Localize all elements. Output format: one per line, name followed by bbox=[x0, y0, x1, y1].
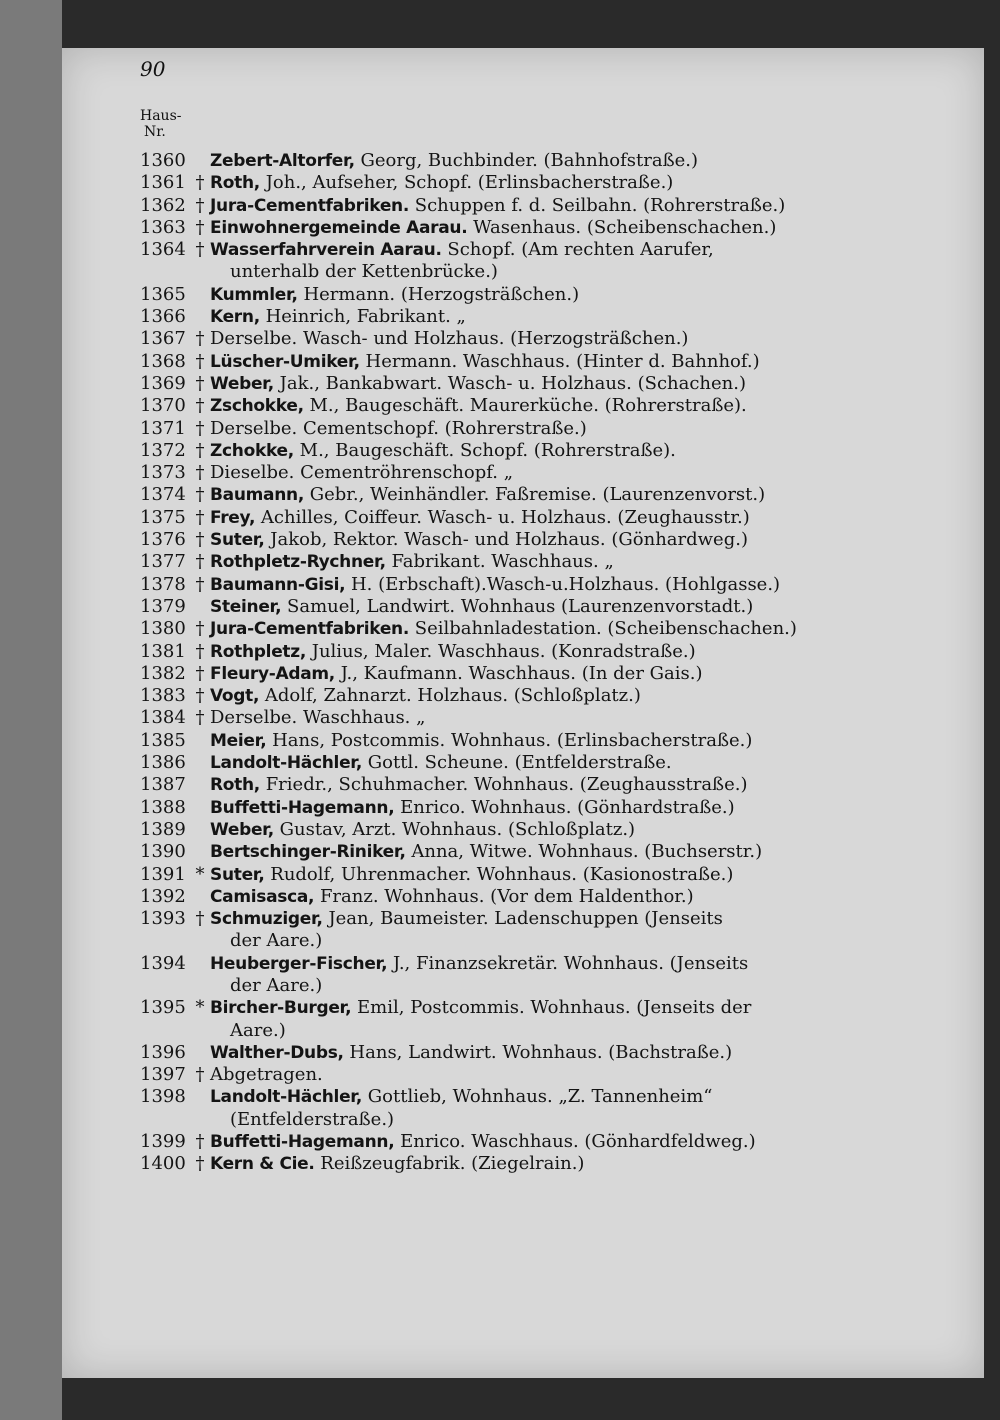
owner-name: Wasserfahrverein Aarau. bbox=[210, 240, 442, 261]
entry-description: Georg, Buchbinder. (Bahnhofstraße.) bbox=[354, 150, 699, 171]
entry-row bbox=[140, 641, 808, 663]
entry-row bbox=[140, 351, 808, 373]
owner-name: Vogt, bbox=[210, 686, 260, 707]
owner-name: Jura-Cementfabriken. bbox=[210, 619, 410, 640]
house-number: 1387 bbox=[140, 774, 186, 796]
entry-description: Hans, Postcommis. Wohnhaus. (Erlinsbacherstraße.) bbox=[266, 729, 753, 751]
house-number: 1383 bbox=[140, 685, 186, 707]
owner-name: Bertschinger-Riniker, bbox=[210, 842, 406, 863]
entry-mark: † bbox=[195, 618, 205, 640]
entry-description: Jak., Bankabwart. Wasch- u. Holzhaus. (Schachen.) bbox=[273, 372, 747, 394]
entry-row bbox=[140, 685, 808, 707]
entry-mark: † bbox=[195, 194, 205, 216]
entry-description: Enrico. Waschhaus. (Gönhardfeldweg.) bbox=[394, 1131, 756, 1153]
entry-description: Jean, Baumeister. Ladenschuppen (Jenseits bbox=[322, 908, 723, 930]
house-number: 1391 bbox=[140, 863, 186, 885]
column-header-line: Haus- bbox=[140, 108, 182, 124]
house-number: 1384 bbox=[140, 707, 186, 729]
entry-description: Derselbe. Wasch- und Holzhaus. (Herzogsträßchen.) bbox=[210, 328, 689, 350]
house-number: 1398 bbox=[140, 1086, 186, 1108]
entry-mark: † bbox=[195, 439, 205, 461]
house-number: 1376 bbox=[140, 529, 186, 551]
owner-name: Weber, bbox=[210, 819, 274, 840]
owner-name: Weber, bbox=[210, 373, 274, 394]
entry-mark: † bbox=[195, 685, 205, 707]
entry-description: Reißzeugfabrik. (Ziegelrain.) bbox=[314, 1153, 585, 1175]
owner-name: Rothpletz, bbox=[210, 641, 307, 662]
house-number: 1365 bbox=[140, 283, 186, 305]
owner-name: Zebert-Altorfer, bbox=[210, 151, 355, 171]
owner-name: Einwohnergemeinde Aarau. bbox=[210, 217, 468, 238]
entry-mark: † bbox=[195, 462, 205, 484]
entry-description: Heinrich, Fabrikant. „ bbox=[259, 306, 466, 328]
entry-row bbox=[140, 1086, 808, 1131]
entry-mark: † bbox=[195, 239, 205, 261]
owner-name: Walther-Dubs, bbox=[210, 1042, 344, 1063]
entry-continuation: (Entfelderstraße.) bbox=[230, 1108, 395, 1130]
entry-description: Gottl. Scheune. (Entfelderstraße. bbox=[362, 752, 672, 774]
entry-continuation: der Aare.) bbox=[230, 930, 323, 952]
entry-description: Hermann. Waschhaus. (Hinter d. Bahnhof.) bbox=[359, 350, 760, 372]
owner-name: Landolt-Hächler, bbox=[210, 753, 363, 774]
entry-mark: † bbox=[195, 1153, 205, 1175]
entry-continuation: unterhalb der Kettenbrücke.) bbox=[230, 261, 498, 283]
entry-row bbox=[140, 797, 808, 819]
house-number: 1400 bbox=[140, 1153, 186, 1175]
entry-row bbox=[140, 574, 808, 596]
entry-description: Rudolf, Uhrenmacher. Wohnhaus. (Kasionostraße.) bbox=[264, 863, 734, 885]
owner-name: Baumann-Gisi, bbox=[210, 574, 346, 595]
entry-description: Julius, Maler. Waschhaus. (Konradstraße.) bbox=[306, 640, 696, 662]
entry-row bbox=[140, 462, 808, 484]
entry-description: J., Kaufmann. Waschhaus. (In der Gais.) bbox=[334, 662, 703, 684]
entry-row bbox=[140, 953, 808, 998]
owner-name: Steiner, bbox=[210, 596, 282, 617]
entry-mark: † bbox=[195, 372, 205, 394]
entry-mark: † bbox=[195, 172, 205, 194]
column-header-line: Nr. bbox=[144, 124, 166, 140]
house-number: 1385 bbox=[140, 729, 186, 751]
entry-mark: † bbox=[195, 551, 205, 573]
owner-name: Suter, bbox=[210, 864, 265, 885]
entry-row bbox=[140, 529, 808, 551]
entry-mark: * bbox=[195, 997, 205, 1019]
entry-description: Derselbe. Waschhaus. „ bbox=[210, 707, 426, 729]
owner-name: Rothpletz-Rychner, bbox=[210, 552, 386, 573]
entry-mark: † bbox=[195, 1064, 205, 1086]
owner-name: Zchokke, bbox=[210, 440, 294, 461]
owner-name: Meier, bbox=[210, 730, 267, 751]
entry-description: Gustav, Arzt. Wohnhaus. (Schloßplatz.) bbox=[273, 818, 636, 840]
entry-description: Abgetragen. bbox=[210, 1064, 323, 1086]
entry-description: Hermann. (Herzogsträßchen.) bbox=[297, 283, 580, 305]
entry-row bbox=[140, 551, 808, 573]
entry-description: Franz. Wohnhaus. (Vor dem Haldenthor.) bbox=[314, 885, 694, 907]
owner-name: Kern, bbox=[210, 307, 260, 328]
entry-row bbox=[140, 1131, 808, 1153]
entry-row bbox=[140, 150, 808, 172]
house-number: 1369 bbox=[140, 372, 186, 394]
entry-description: Dieselbe. Cementröhrenschopf. „ bbox=[210, 462, 514, 484]
house-number: 1394 bbox=[140, 952, 186, 974]
owner-name: Jura-Cementfabriken. bbox=[210, 195, 410, 216]
entry-description: Seilbahnladestation. (Scheibenschachen.) bbox=[409, 618, 797, 640]
entry-description: Gottlieb, Wohnhaus. „Z. Tannenheim“ bbox=[362, 1086, 713, 1108]
entry-mark: † bbox=[195, 908, 205, 930]
entry-description: M., Baugeschäft. Schopf. (Rohrerstraße). bbox=[293, 439, 676, 461]
entry-description: Jakob, Rektor. Wasch- und Holzhaus. (Gönhardweg.) bbox=[264, 529, 748, 551]
entry-description: Friedr., Schuhmacher. Wohnhaus. (Zeughausstraße.) bbox=[259, 774, 748, 796]
entry-list bbox=[140, 150, 808, 1176]
entry-row bbox=[140, 440, 808, 462]
owner-name: Landolt-Hächler, bbox=[210, 1087, 363, 1108]
entry-description: H. (Erbschaft).Wasch-u.Holzhaus. (Hohlgasse.) bbox=[345, 573, 781, 595]
entry-mark: † bbox=[195, 417, 205, 439]
entry-row bbox=[140, 284, 808, 306]
entry-description: Enrico. Wohnhaus. (Gönhardstraße.) bbox=[394, 796, 735, 818]
entry-row bbox=[140, 418, 808, 440]
entry-row bbox=[140, 886, 808, 908]
house-number: 1362 bbox=[140, 194, 186, 216]
house-number: 1381 bbox=[140, 640, 186, 662]
page-number: 90 bbox=[140, 57, 166, 81]
entry-row bbox=[140, 774, 808, 796]
house-number: 1377 bbox=[140, 551, 186, 573]
entry-description: M., Baugeschäft. Maurerküche. (Rohrerstraße). bbox=[303, 395, 747, 417]
column-header bbox=[140, 108, 182, 140]
house-number: 1378 bbox=[140, 573, 186, 595]
entry-row bbox=[140, 997, 808, 1042]
entry-mark: * bbox=[195, 863, 205, 885]
owner-name: Schmuziger, bbox=[210, 909, 323, 930]
entry-row bbox=[140, 328, 808, 350]
house-number: 1361 bbox=[140, 172, 186, 194]
entry-mark: † bbox=[195, 573, 205, 595]
entry-mark: † bbox=[195, 529, 205, 551]
scan-edge bbox=[0, 0, 62, 1420]
entry-mark: † bbox=[195, 395, 205, 417]
entry-description: Schuppen f. d. Seilbahn. (Rohrerstraße.) bbox=[409, 194, 786, 216]
entry-row bbox=[140, 730, 808, 752]
owner-name: Lüscher-Umiker, bbox=[210, 351, 360, 372]
entry-row bbox=[140, 618, 808, 640]
owner-name: Bircher-Burger, bbox=[210, 998, 352, 1019]
entry-description: Hans, Landwirt. Wohnhaus. (Bachstraße.) bbox=[343, 1041, 733, 1063]
entry-description: Derselbe. Cementschopf. (Rohrerstraße.) bbox=[210, 417, 587, 439]
owner-name: Frey, bbox=[210, 507, 256, 528]
entry-row bbox=[140, 864, 808, 886]
house-number: 1360 bbox=[140, 150, 186, 171]
entry-mark: † bbox=[195, 707, 205, 729]
entry-description: Wasenhaus. (Scheibenschachen.) bbox=[467, 216, 777, 238]
house-number: 1372 bbox=[140, 439, 186, 461]
entry-row bbox=[140, 752, 808, 774]
entry-row bbox=[140, 663, 808, 685]
owner-name: Roth, bbox=[210, 775, 260, 796]
entry-row bbox=[140, 1153, 808, 1175]
owner-name: Suter, bbox=[210, 530, 265, 551]
entry-row bbox=[140, 596, 808, 618]
owner-name: Buffetti-Hagemann, bbox=[210, 797, 395, 818]
entry-row bbox=[140, 1042, 808, 1064]
entry-description: J., Finanzsekretär. Wohnhaus. (Jenseits bbox=[387, 952, 749, 974]
entry-description: Emil, Postcommis. Wohnhaus. (Jenseits der bbox=[351, 997, 752, 1019]
entry-row bbox=[140, 484, 808, 506]
entry-row bbox=[140, 172, 808, 194]
owner-name: Kern & Cie. bbox=[210, 1154, 315, 1175]
house-number: 1374 bbox=[140, 484, 186, 506]
house-number: 1382 bbox=[140, 662, 186, 684]
owner-name: Heuberger-Fischer, bbox=[210, 953, 388, 974]
entry-row bbox=[140, 908, 808, 953]
entry-mark: † bbox=[195, 484, 205, 506]
house-number: 1370 bbox=[140, 395, 186, 417]
house-number: 1373 bbox=[140, 462, 186, 484]
house-number: 1397 bbox=[140, 1064, 186, 1086]
entry-mark: † bbox=[195, 1131, 205, 1153]
owner-name: Zschokke, bbox=[210, 396, 304, 417]
entry-description: Schopf. (Am rechten Aarufer, bbox=[441, 239, 714, 261]
house-number: 1399 bbox=[140, 1131, 186, 1153]
owner-name: Buffetti-Hagemann, bbox=[210, 1132, 395, 1153]
house-number: 1368 bbox=[140, 350, 186, 372]
entry-row bbox=[140, 373, 808, 395]
house-number: 1393 bbox=[140, 908, 186, 930]
entry-description: Fabrikant. Waschhaus. „ bbox=[385, 551, 614, 573]
entry-row bbox=[140, 841, 808, 863]
entry-continuation: Aare.) bbox=[230, 1019, 286, 1041]
entry-row bbox=[140, 1064, 808, 1086]
entry-mark: † bbox=[195, 328, 205, 350]
house-number: 1390 bbox=[140, 841, 186, 863]
entry-mark: † bbox=[195, 350, 205, 372]
entry-row bbox=[140, 707, 808, 729]
entry-continuation: der Aare.) bbox=[230, 974, 323, 996]
entry-description: Gebr., Weinhändler. Faßremise. (Laurenzenvorst.) bbox=[303, 484, 766, 506]
house-number: 1380 bbox=[140, 618, 186, 640]
entry-mark: † bbox=[195, 216, 205, 238]
entry-description: Adolf, Zahnarzt. Holzhaus. (Schloßplatz.) bbox=[259, 685, 641, 707]
house-number: 1388 bbox=[140, 796, 186, 818]
entry-row bbox=[140, 306, 808, 328]
entry-mark: † bbox=[195, 662, 205, 684]
house-number: 1375 bbox=[140, 506, 186, 528]
entry-row bbox=[140, 507, 808, 529]
entry-description: Anna, Witwe. Wohnhaus. (Buchserstr.) bbox=[405, 841, 763, 863]
entry-mark: † bbox=[195, 640, 205, 662]
entry-description: Samuel, Landwirt. Wohnhaus (Laurenzenvorstadt.) bbox=[281, 595, 754, 617]
owner-name: Kummler, bbox=[210, 284, 298, 305]
house-number: 1364 bbox=[140, 239, 186, 261]
entry-row bbox=[140, 395, 808, 417]
house-number: 1367 bbox=[140, 328, 186, 350]
house-number: 1371 bbox=[140, 417, 186, 439]
house-number: 1395 bbox=[140, 997, 186, 1019]
owner-name: Camisasca, bbox=[210, 886, 315, 907]
entry-row bbox=[140, 217, 808, 239]
owner-name: Baumann, bbox=[210, 485, 304, 506]
house-number: 1363 bbox=[140, 216, 186, 238]
house-number: 1389 bbox=[140, 818, 186, 840]
entry-row bbox=[140, 819, 808, 841]
house-number: 1386 bbox=[140, 752, 186, 774]
entry-row bbox=[140, 239, 808, 284]
entry-row bbox=[140, 195, 808, 217]
owner-name: Fleury-Adam, bbox=[210, 663, 335, 684]
entry-description: Joh., Aufseher, Schopf. (Erlinsbacherstraße.) bbox=[259, 172, 674, 194]
house-number: 1366 bbox=[140, 306, 186, 328]
owner-name: Roth, bbox=[210, 173, 260, 194]
house-number: 1396 bbox=[140, 1041, 186, 1063]
entry-description: Achilles, Coiffeur. Wasch- u. Holzhaus. (Zeughausstr.) bbox=[255, 506, 750, 528]
house-number: 1392 bbox=[140, 885, 186, 907]
entry-mark: † bbox=[195, 506, 205, 528]
house-number: 1379 bbox=[140, 595, 186, 617]
